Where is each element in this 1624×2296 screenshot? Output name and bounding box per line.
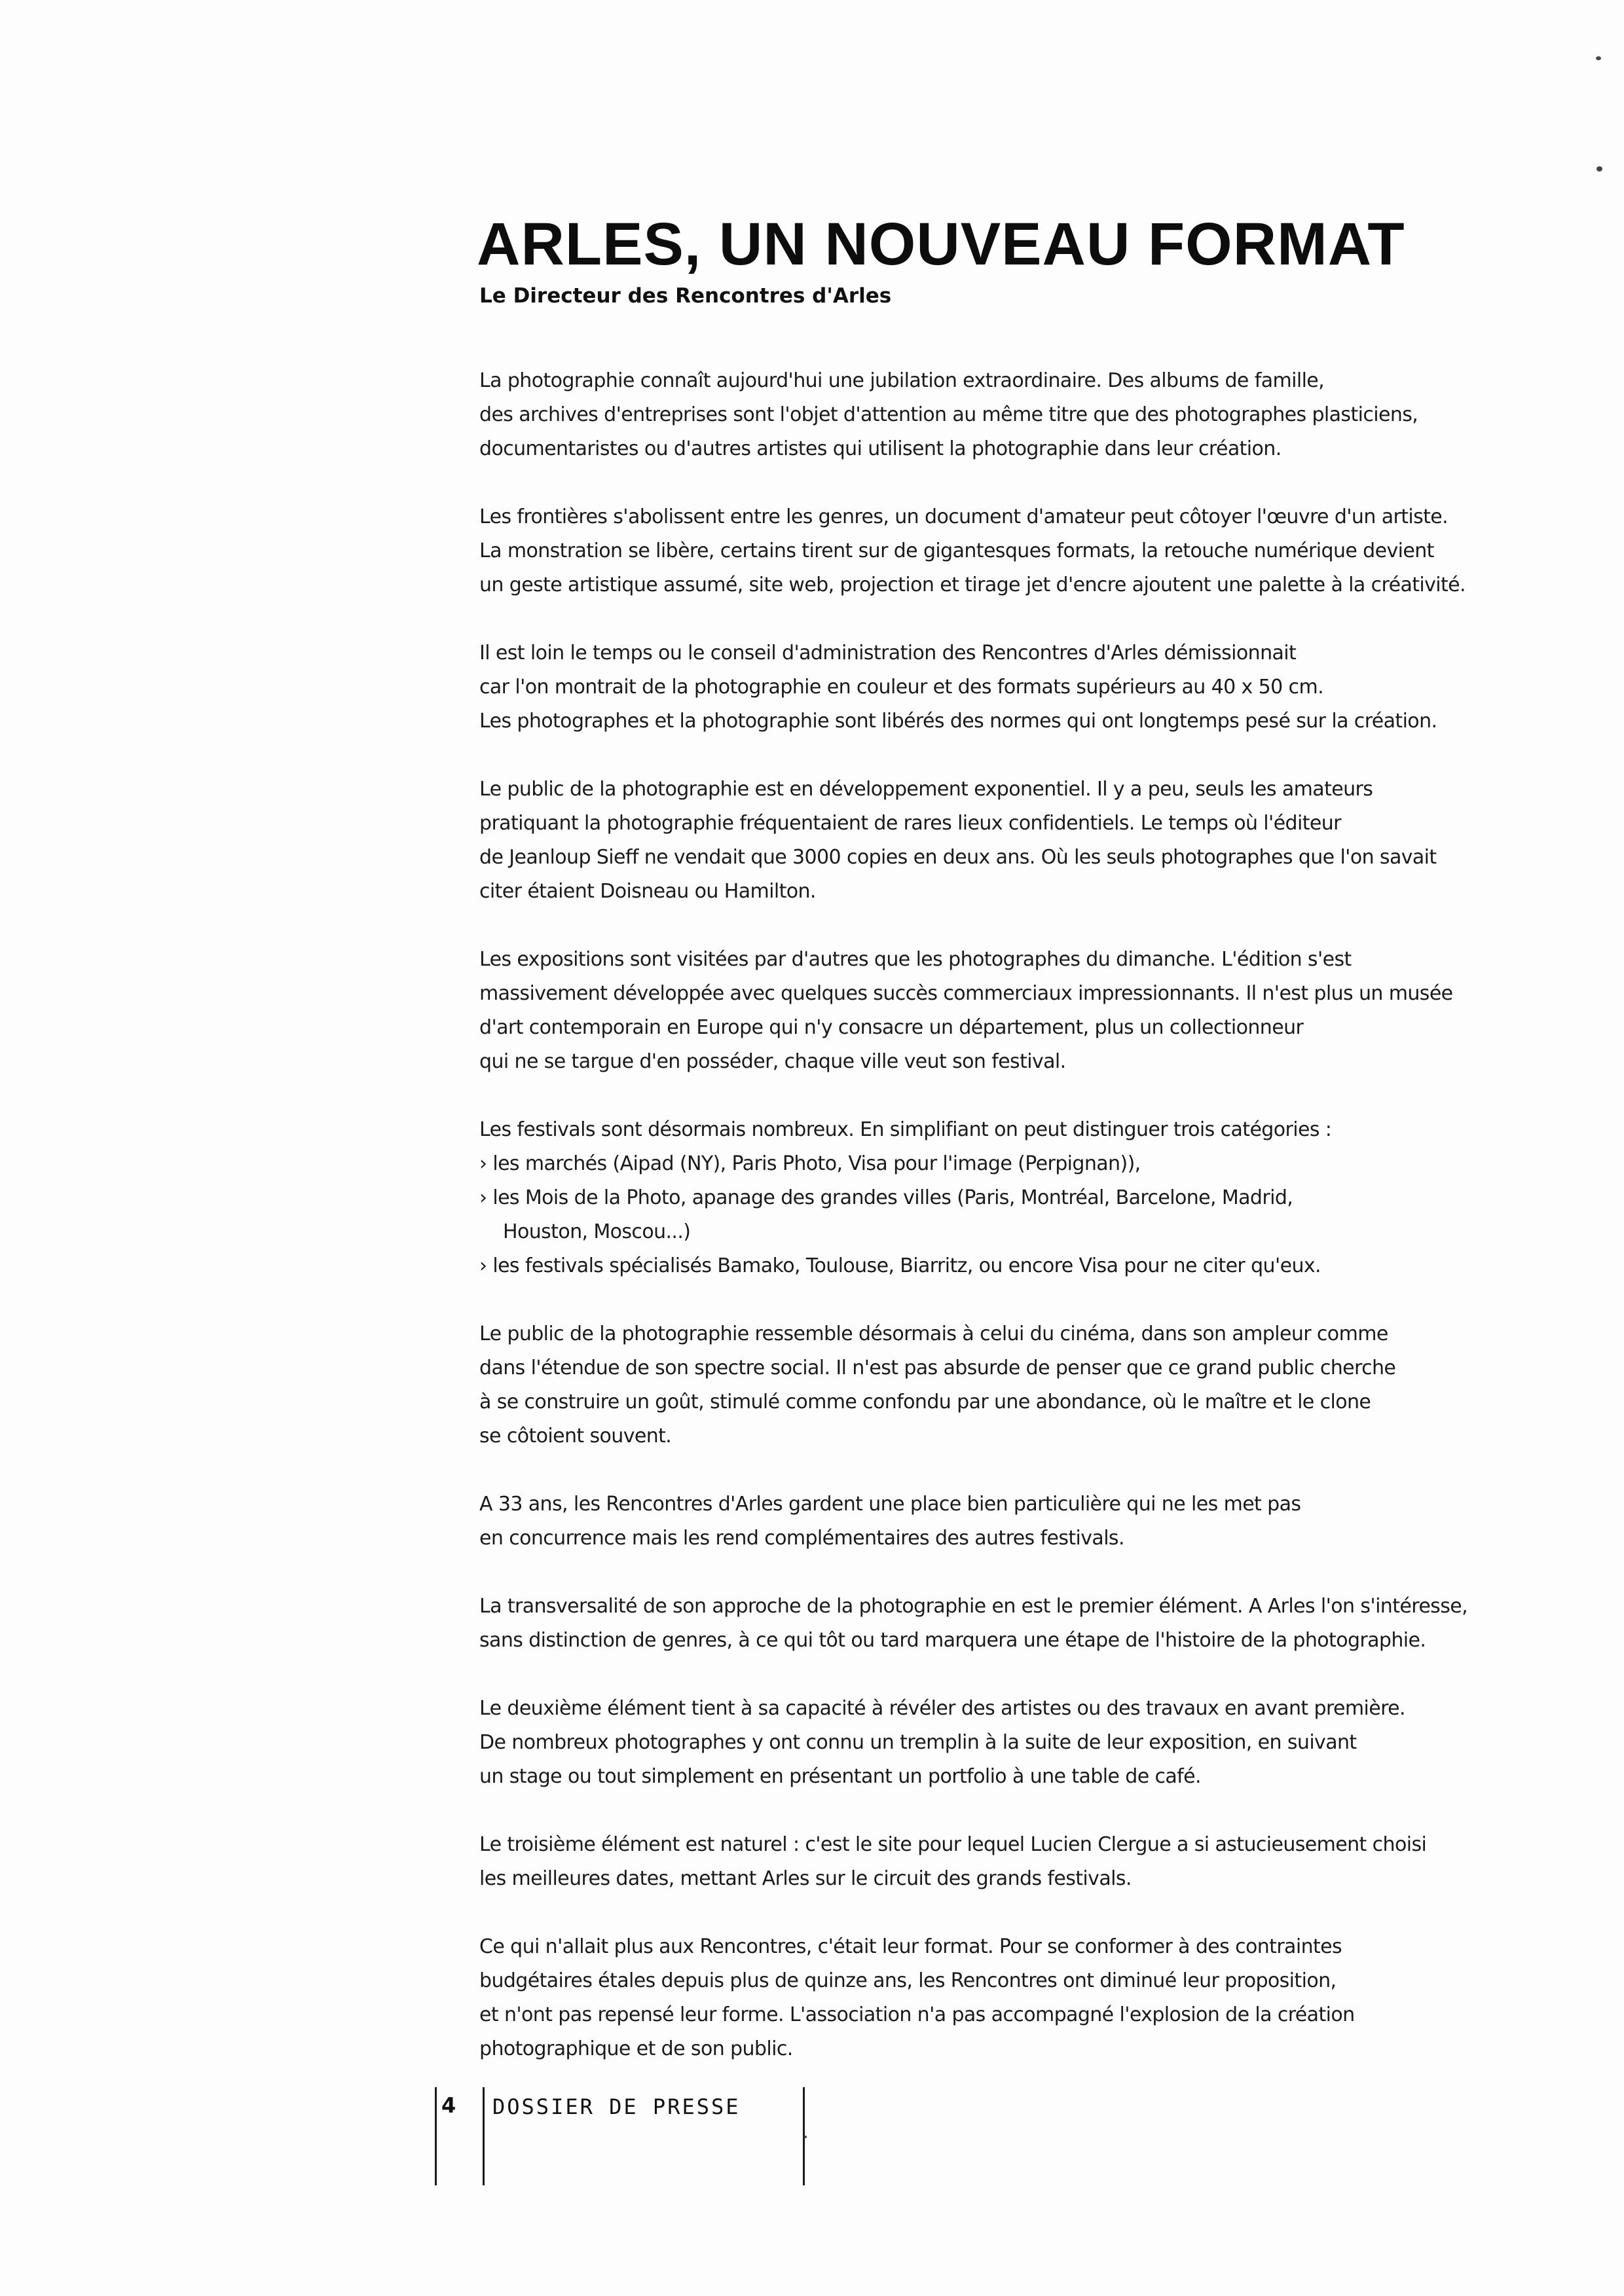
text-line: documentaristes ou d'autres artistes qui utilisent la photographie dans leur création.	[479, 437, 1282, 460]
text-line: Il est loin le temps ou le conseil d'administration des Rencontres d'Arles démissionnait	[479, 642, 1297, 665]
text-line: de Jeanloup Sieff ne vendait que 3000 copies en deux ans. Où les seuls photographes que l'on savait	[479, 846, 1437, 869]
article-subtitle: Le Directeur des Rencontres d'Arles	[479, 284, 892, 308]
text-line: Les frontières s'abolissent entre les genres, un document d'amateur peut côtoyer l'œuvre d'un artiste.	[479, 505, 1449, 528]
paragraph	[479, 1113, 1501, 1283]
footer-rule-middle	[483, 2087, 485, 2185]
paragraph	[479, 500, 1501, 602]
text-line: Les festivals sont désormais nombreux. En simplifiant on peut distinguer trois catégories :	[479, 1118, 1332, 1141]
paragraph	[479, 1828, 1501, 1896]
text-line: des archives d'entreprises sont l'objet d'attention au même titre que des photographes plasticiens,	[479, 403, 1418, 426]
text-line: et n'ont pas repensé leur forme. L'association n'a pas accompagné l'explosion de la création	[479, 2003, 1355, 2026]
paragraph	[479, 773, 1501, 909]
article-body	[479, 364, 1501, 2100]
paragraph	[479, 1590, 1501, 1658]
scan-speck	[804, 2136, 807, 2138]
text-line: Les photographes et la photographie sont libérés des normes qui ont longtemps pesé sur la création.	[479, 710, 1437, 733]
text-line: un geste artistique assumé, site web, projection et tirage jet d'encre ajoutent une palette à la créativité.	[479, 574, 1466, 596]
text-line: › les Mois de la Photo, apanage des grandes villes (Paris, Montréal, Barcelone, Madrid,	[479, 1186, 1293, 1209]
text-line: à se construire un goût, stimulé comme confondu par une abondance, où le maître et le clone	[479, 1391, 1371, 1413]
text-line: sans distinction de genres, à ce qui tôt ou tard marquera une étape de l'histoire de la photographie.	[479, 1629, 1426, 1652]
text-line: A 33 ans, les Rencontres d'Arles gardent une place bien particulière qui ne les met pas	[479, 1493, 1301, 1516]
paragraph	[479, 1317, 1501, 1453]
paragraph	[479, 1692, 1501, 1794]
paragraph	[479, 636, 1501, 738]
text-line: un stage ou tout simplement en présentant un portfolio à une table de café.	[479, 1765, 1201, 1788]
text-line: les meilleures dates, mettant Arles sur le circuit des grands festivals.	[479, 1867, 1132, 1890]
text-line: se côtoient souvent.	[479, 1425, 672, 1448]
footer-label: DOSSIER DE PRESSE	[492, 2094, 741, 2119]
text-line: citer étaient Doisneau ou Hamilton.	[479, 880, 816, 903]
text-line: La photographie connaît aujourd'hui une jubilation extraordinaire. Des albums de famille,	[479, 369, 1325, 392]
paragraph	[479, 364, 1501, 466]
text-line: Le public de la photographie ressemble désormais à celui du cinéma, dans son ampleur comme	[479, 1322, 1388, 1345]
text-line: pratiquant la photographie fréquentaient de rares lieux confidentiels. Le temps où l'éditeur	[479, 812, 1341, 835]
text-line: Les expositions sont visitées par d'autres que les photographes du dimanche. L'édition s'est	[479, 948, 1352, 971]
text-line: photographique et de son public.	[479, 2037, 793, 2060]
text-line: De nombreux photographes y ont connu un tremplin à la suite de leur exposition, en suivant	[479, 1731, 1357, 1754]
text-line: Le deuxième élément tient à sa capacité à révéler des artistes ou des travaux en avant première.	[479, 1697, 1405, 1720]
text-line: › les marchés (Aipad (NY), Paris Photo, Visa pour l'image (Perpignan)),	[479, 1152, 1141, 1175]
text-line: car l'on montrait de la photographie en couleur et des formats supérieurs au 40 x 50 cm.	[479, 676, 1324, 699]
article-title: ARLES, UN NOUVEAU FORMAT	[477, 211, 1405, 278]
page-number: 4	[441, 2093, 456, 2118]
text-line: dans l'étendue de son spectre social. Il n'est pas absurde de penser que ce grand public cherche	[479, 1357, 1396, 1379]
text-line: La monstration se libère, certains tirent sur de gigantesques formats, la retouche numérique devient	[479, 539, 1434, 562]
scan-speck	[1596, 56, 1601, 60]
text-line: Le public de la photographie est en développement exponentiel. Il y a peu, seuls les amateurs	[479, 778, 1373, 801]
scan-speck	[1596, 166, 1602, 172]
paragraph	[479, 1930, 1501, 2066]
text-line: Ce qui n'allait plus aux Rencontres, c'était leur format. Pour se conformer à des contraintes	[479, 1935, 1342, 1958]
footer-rule-left	[435, 2087, 437, 2185]
text-line: en concurrence mais les rend complémentaires des autres festivals.	[479, 1527, 1124, 1550]
text-line: budgétaires étales depuis plus de quinze ans, les Rencontres ont diminué leur proposition,	[479, 1969, 1337, 1992]
text-line: qui ne se targue d'en posséder, chaque ville veut son festival.	[479, 1050, 1066, 1073]
text-line: La transversalité de son approche de la photographie en est le premier élément. A Arles l'on s'intéresse,	[479, 1595, 1468, 1618]
paragraph	[479, 943, 1501, 1079]
paragraph	[479, 1487, 1501, 1556]
text-line: d'art contemporain en Europe qui n'y consacre un département, plus un collectionneur	[479, 1016, 1304, 1039]
text-line: Le troisième élément est naturel : c'est le site pour lequel Lucien Clergue a si astucieusement choisi	[479, 1833, 1427, 1856]
text-line: massivement développée avec quelques succès commerciaux impressionnants. Il n'est plus un musée	[479, 982, 1453, 1005]
text-line: › les festivals spécialisés Bamako, Toulouse, Biarritz, ou encore Visa pour ne citer qu'eux.	[479, 1254, 1321, 1277]
text-line: Houston, Moscou...)	[503, 1220, 691, 1243]
